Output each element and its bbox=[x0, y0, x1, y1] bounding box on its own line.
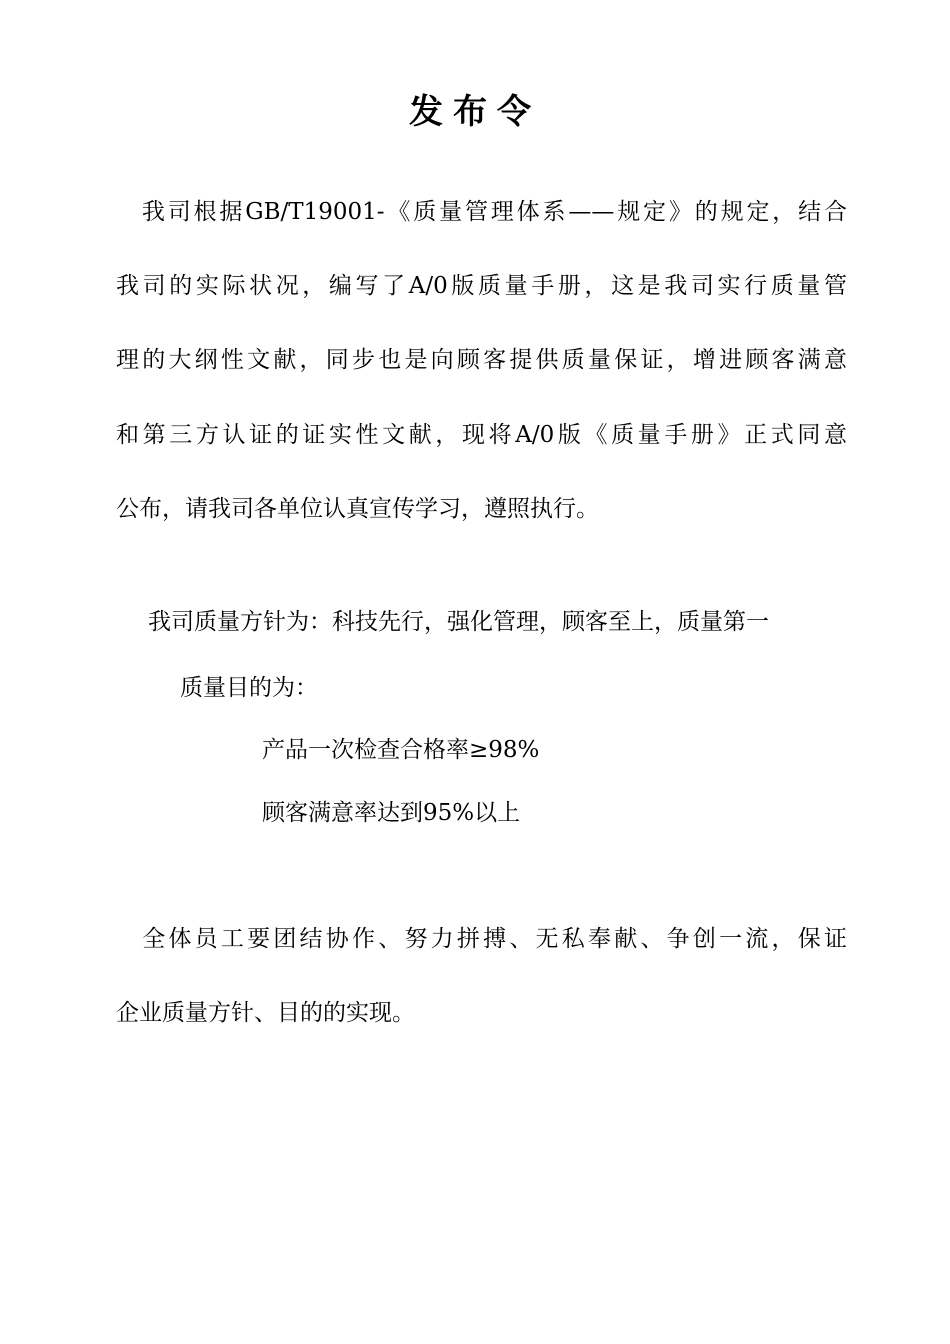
objectives-heading: 质量目的为： bbox=[180, 675, 318, 701]
paragraph1-line-4: 和第三方认证的证实性文献，现将A/0版《质量手册》正式同意 bbox=[116, 422, 847, 448]
quality-policy: 我司质量方针为：科技先行，强化管理，顾客至上，质量第一 bbox=[148, 609, 769, 635]
paragraph1-line-3: 理的大纲性文献，同步也是向顾客提供质量保证，增进顾客满意 bbox=[116, 347, 847, 373]
paragraph1-line-1: 我司根据GB/T19001-《质量管理体系——规定》的规定，结合 bbox=[116, 199, 847, 225]
document-title: 发布令 bbox=[409, 92, 541, 132]
paragraph2-line-1: 全体员工要团结协作、努力拼搏、无私奉献、争创一流，保证 bbox=[116, 926, 847, 952]
paragraph2-line-2: 企业质量方针、目的的实现。 bbox=[116, 1000, 415, 1026]
objective-item-1: 产品一次检查合格率≥98% bbox=[262, 737, 540, 763]
objective-item-2: 顾客满意率达到95%以上 bbox=[262, 800, 521, 826]
paragraph1-line-5: 公布，请我司各单位认真宣传学习，遵照执行。 bbox=[116, 496, 599, 522]
paragraph1-line-2: 我司的实际状况，编写了A/0版质量手册，这是我司实行质量管 bbox=[116, 273, 847, 299]
